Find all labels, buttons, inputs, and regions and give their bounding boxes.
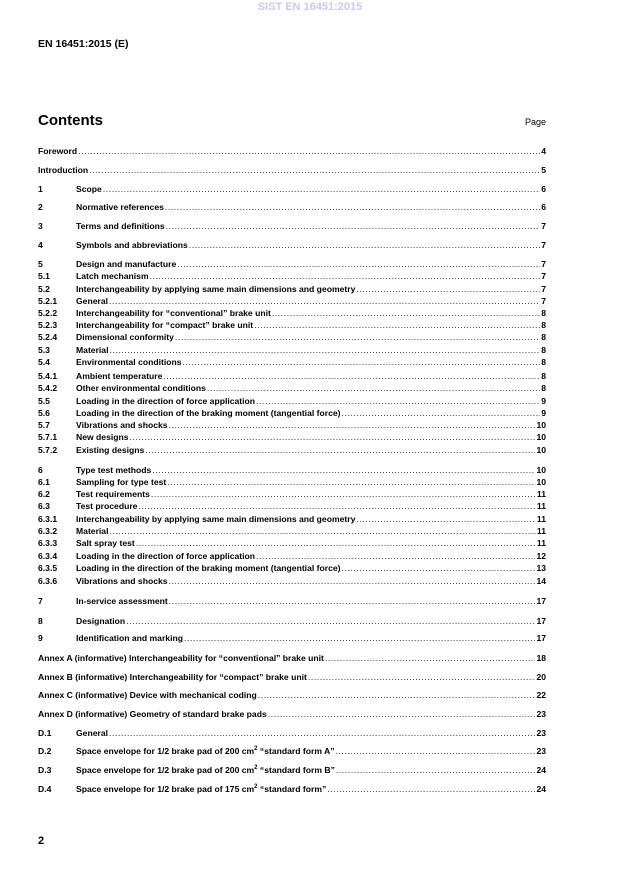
dot-leader <box>175 332 540 343</box>
toc-entry[interactable] <box>38 320 546 331</box>
toc-entry-number: 7 <box>38 596 43 606</box>
toc-entry-title-text: Identification and marking <box>76 633 183 643</box>
toc-entry-title-text: Other environmental conditions <box>76 383 206 393</box>
toc-entry-number: 9 <box>38 633 43 643</box>
toc-entry-title-text: Terms and definitions <box>76 221 165 231</box>
toc-entry-page: 11 <box>536 514 546 524</box>
toc-entry-title <box>76 633 183 644</box>
dot-leader <box>169 420 536 431</box>
toc-entry[interactable] <box>38 728 546 739</box>
toc-entry-number: 5.4.2 <box>38 383 58 393</box>
toc-entry-title-text: Vibrations and shocks <box>76 576 168 586</box>
toc-entry-number: 5.2.3 <box>38 320 58 330</box>
toc-entry-title <box>76 526 108 537</box>
toc-entry-number: D.2 <box>38 746 52 756</box>
toc-entry-page: 11 <box>536 501 546 511</box>
toc-entry-title <box>38 165 88 176</box>
toc-entry-number: 5.7.1 <box>38 432 58 442</box>
toc-entry-number: 5.7 <box>38 420 50 430</box>
toc-entry-title <box>76 296 108 307</box>
toc-entry[interactable] <box>38 396 546 407</box>
toc-entry-title-text: Latch mechanism <box>76 271 149 281</box>
toc-entry[interactable] <box>38 477 546 488</box>
dot-leader <box>78 146 540 157</box>
toc-entry[interactable] <box>38 332 546 343</box>
toc-entry[interactable] <box>38 271 546 282</box>
dot-leader <box>169 576 536 587</box>
dot-leader <box>327 784 535 795</box>
toc-entry-title <box>38 146 77 157</box>
dot-leader <box>166 221 541 232</box>
toc-entry-page: 4 <box>541 146 546 156</box>
toc-entry-title-text: Type test methods <box>76 465 152 475</box>
toc-entry-title <box>76 332 174 343</box>
toc-entry-title <box>76 465 151 476</box>
toc-entry-page: 8 <box>541 308 546 318</box>
superscript: 2 <box>254 746 258 752</box>
dot-leader <box>151 489 536 500</box>
toc-entry-number: 5.2.2 <box>38 308 58 318</box>
toc-entry-page: 13 <box>536 563 546 573</box>
dot-leader <box>169 596 536 607</box>
toc-entry-page: 12 <box>536 551 546 561</box>
toc-entry-title-text: Annex D (informative) Geometry of standard brake pads <box>38 709 267 719</box>
toc-entry-number: 6.3.1 <box>38 514 58 524</box>
toc-entry[interactable] <box>38 746 546 757</box>
toc-entry-title-end: “standard form A” <box>257 746 335 756</box>
toc-entry-number: D.3 <box>38 765 52 775</box>
toc-entry-number: 5.4 <box>38 357 50 367</box>
toc-entry-title <box>76 514 355 525</box>
toc-entry-title <box>38 690 257 701</box>
toc-entry-page: 17 <box>536 616 546 626</box>
toc-entry[interactable] <box>38 653 546 664</box>
toc-entry[interactable] <box>38 221 546 232</box>
toc-entry-number: 6.3 <box>38 501 50 511</box>
toc-entry[interactable] <box>38 296 546 307</box>
toc-entry-title-text: Space envelope for 1/2 brake pad of 200 cm <box>76 765 255 775</box>
toc-entry-page: 9 <box>541 396 546 406</box>
toc-entry-title-text: Annex B (informative) Interchangeability for “compact” brake unit <box>38 672 307 682</box>
dot-leader <box>136 538 536 549</box>
toc-entry-page: 5 <box>541 165 546 175</box>
toc-entry-number: D.1 <box>38 728 52 738</box>
toc-entry[interactable] <box>38 784 546 795</box>
toc-entry-title <box>76 563 341 574</box>
toc-entry-title-text: Salt spray test <box>76 538 135 548</box>
toc-entry-title <box>76 596 168 607</box>
toc-entry-title-text: Designation <box>76 616 126 626</box>
toc-entry-title <box>76 616 125 627</box>
dot-leader <box>103 184 540 195</box>
toc-entry-number: 5.5 <box>38 396 50 406</box>
toc-entry-title-text: Space envelope for 1/2 brake pad of 200 cm <box>76 746 255 756</box>
toc-entry-page: 6 <box>541 202 546 212</box>
toc-entry-title-text: Foreword <box>38 146 78 156</box>
toc-entry-page: 10 <box>536 465 546 475</box>
toc-entry-page: 17 <box>536 596 546 606</box>
superscript: 2 <box>254 784 258 790</box>
toc-entry-title <box>76 408 341 419</box>
toc-entry-number: 6.3.5 <box>38 563 58 573</box>
toc-entry-page: 23 <box>536 746 546 756</box>
toc-entry-title <box>76 240 188 251</box>
toc-entry-page: 10 <box>536 477 546 487</box>
dot-leader <box>325 653 536 664</box>
toc-entry-title-text: Annex A (informative) Interchangeability for “conventional” brake unit <box>38 653 324 663</box>
toc-entry-page: 7 <box>541 240 546 250</box>
toc-entry[interactable] <box>38 596 546 607</box>
toc-entry-title <box>76 308 271 319</box>
toc-entry[interactable] <box>38 576 546 587</box>
toc-entry-page: 10 <box>536 445 546 455</box>
toc-entry-page: 22 <box>536 690 546 700</box>
toc-entry[interactable] <box>38 526 546 537</box>
dot-leader <box>109 345 540 356</box>
toc-entry-number: 8 <box>38 616 43 626</box>
toc-entry[interactable] <box>38 489 546 500</box>
toc-entry-title <box>76 371 162 382</box>
toc-entry-title-text: Introduction <box>38 165 89 175</box>
toc-entry-title-text: Symbols and abbreviations <box>76 240 188 250</box>
toc-entry-page: 10 <box>536 432 546 442</box>
toc-entry[interactable] <box>38 633 546 644</box>
toc-entry-title <box>76 784 326 795</box>
toc-entry-number: 6.3.6 <box>38 576 58 586</box>
dot-leader <box>126 616 535 627</box>
dot-leader <box>163 371 540 382</box>
toc-entry[interactable] <box>38 765 546 776</box>
dot-leader <box>177 259 540 270</box>
toc-entry-title <box>76 420 168 431</box>
toc-entry[interactable] <box>38 672 546 683</box>
toc-entry[interactable] <box>38 284 546 295</box>
dot-leader <box>254 320 540 331</box>
toc-entry[interactable] <box>38 308 546 319</box>
toc-entry[interactable] <box>38 501 546 512</box>
toc-entry-number: 5.2.1 <box>38 296 58 306</box>
toc-entry-page: 24 <box>536 784 546 794</box>
toc-entry-title <box>76 396 255 407</box>
toc-entry[interactable] <box>38 345 546 356</box>
dot-leader <box>342 408 541 419</box>
toc-entry[interactable] <box>38 563 546 574</box>
toc-entry-number: 6 <box>38 465 43 475</box>
superscript: 2 <box>254 765 258 771</box>
dot-leader <box>356 284 540 295</box>
toc-entry[interactable] <box>38 551 546 562</box>
toc-entry-title <box>38 653 324 664</box>
toc-entry-page: 20 <box>536 672 546 682</box>
toc-entry-number: 5 <box>38 259 43 269</box>
dot-leader <box>89 165 540 176</box>
toc-entry-number: 6.2 <box>38 489 50 499</box>
toc-entry-title-text: Interchangeability by applying same main dimensions and geometry <box>76 284 356 294</box>
dot-leader <box>109 526 535 537</box>
toc-entry-page: 7 <box>541 271 546 281</box>
toc-entry-title <box>76 445 144 456</box>
toc-entry-title-text: Annex C (informative) Device with mechanical coding <box>38 690 257 700</box>
toc-entry-number: 5.6 <box>38 408 50 418</box>
toc-entry-page: 17 <box>536 633 546 643</box>
toc-entry-title-text: Environmental conditions <box>76 357 182 367</box>
toc-entry-page: 8 <box>541 320 546 330</box>
toc-entry-page: 14 <box>536 576 546 586</box>
dot-leader <box>165 202 540 213</box>
toc-entry-title <box>76 477 166 488</box>
toc-entry-title-text: General <box>76 296 109 306</box>
toc-entry-title <box>76 357 182 368</box>
toc-entry-title-text: Space envelope for 1/2 brake pad of 175 cm <box>76 784 255 794</box>
toc-entry-title-text: Normative references <box>76 202 164 212</box>
toc-entry-title <box>76 489 150 500</box>
toc-entry-page: 11 <box>536 538 546 548</box>
toc-entry-title-text: Loading in the direction of force application <box>76 396 256 406</box>
dot-leader <box>256 396 540 407</box>
toc-entry-title-end: “standard form B” <box>257 765 335 775</box>
dot-leader <box>109 728 535 739</box>
dot-leader <box>150 271 541 282</box>
toc-entry[interactable] <box>38 514 546 525</box>
toc-entry[interactable] <box>38 709 546 720</box>
toc-entry-title <box>76 576 168 587</box>
toc-entry-page: 7 <box>541 259 546 269</box>
toc-entry[interactable] <box>38 383 546 394</box>
toc-entry[interactable] <box>38 538 546 549</box>
toc-entry-title <box>76 320 253 331</box>
toc-entry[interactable] <box>38 240 546 251</box>
toc-entry-title <box>76 538 135 549</box>
toc-entry-title <box>76 501 137 512</box>
page-column-header: Page <box>524 117 546 127</box>
toc-entry-number: 5.2.4 <box>38 332 58 342</box>
dot-leader <box>258 690 536 701</box>
toc-entry-page: 8 <box>541 332 546 342</box>
toc-entry-page: 9 <box>541 408 546 418</box>
dot-leader <box>189 240 540 251</box>
toc-entry-page: 23 <box>536 709 546 719</box>
toc-entry-title <box>38 709 267 720</box>
toc-entry[interactable] <box>38 445 546 456</box>
dot-leader <box>336 765 536 776</box>
toc-entry-page: 8 <box>541 345 546 355</box>
toc-entry-title-text: Dimensional conformity <box>76 332 174 342</box>
toc-entry-title-text: Material <box>76 345 109 355</box>
toc-entry-page: 8 <box>541 371 546 381</box>
toc-entry[interactable] <box>38 357 546 368</box>
toc-entry-title-text: Existing designs <box>76 445 145 455</box>
toc-entry[interactable] <box>38 184 546 195</box>
toc-entry-title-text: New designs <box>76 432 129 442</box>
toc-entry-title-text: Test procedure <box>76 501 138 511</box>
toc-entry-page: 18 <box>536 653 546 663</box>
toc-entry-number: 1 <box>38 184 43 194</box>
toc-entry-title <box>38 672 307 683</box>
toc-entry-number: 5.4.1 <box>38 371 58 381</box>
dot-leader <box>184 633 535 644</box>
toc-entry-page: 8 <box>541 357 546 367</box>
toc-entry-title-text: Interchangeability by applying same main dimensions and geometry <box>76 514 356 524</box>
toc-entry-page: 24 <box>536 765 546 775</box>
toc-entry-number: 2 <box>38 202 43 212</box>
dot-leader <box>145 445 535 456</box>
toc-entry-title-text: Interchangeability for “conventional” brake unit <box>76 308 271 318</box>
toc-entry-number: 5.7.2 <box>38 445 58 455</box>
toc-entry[interactable] <box>38 465 546 476</box>
dot-leader <box>256 551 535 562</box>
toc-entry-number: D.4 <box>38 784 52 794</box>
dot-leader <box>183 357 541 368</box>
toc-entry-page: 8 <box>541 383 546 393</box>
toc-entry-page: 7 <box>541 221 546 231</box>
contents-heading: Contents <box>38 112 103 129</box>
toc-entry[interactable] <box>38 420 546 431</box>
toc-entry-page: 6 <box>541 184 546 194</box>
dot-leader <box>342 563 536 574</box>
toc-entry[interactable] <box>38 259 546 270</box>
toc-entry-title-text: Loading in the direction of force application <box>76 551 256 561</box>
toc-entry-title <box>76 221 165 232</box>
toc-entry-number: 6.3.4 <box>38 551 58 561</box>
toc-entry-title-text: Material <box>76 526 109 536</box>
toc-entry[interactable] <box>38 690 546 701</box>
toc-entry-page: 7 <box>541 284 546 294</box>
toc-entry[interactable] <box>38 432 546 443</box>
toc-entry[interactable] <box>38 146 546 157</box>
toc-entry-number: 4 <box>38 240 43 250</box>
dot-leader <box>336 746 536 757</box>
dot-leader <box>130 432 536 443</box>
toc-entry-title <box>76 432 129 443</box>
document-id: EN 16451:2015 (E) <box>38 38 129 50</box>
toc-entry-title <box>76 271 149 282</box>
toc-entry-number: 3 <box>38 221 43 231</box>
toc-entry-title-text: Sampling for type test <box>76 477 167 487</box>
toc-entry-page: 23 <box>536 728 546 738</box>
toc-entry-title-text: Test requirements <box>76 489 150 499</box>
dot-leader <box>272 308 540 319</box>
toc-entry-title-text: In-service assessment <box>76 596 168 606</box>
toc-entry-title-text: Design and manufacture <box>76 259 177 269</box>
toc-entry-page: 7 <box>541 296 546 306</box>
toc-entry-number: 6.1 <box>38 477 50 487</box>
toc-entry-title-text: Vibrations and shocks <box>76 420 168 430</box>
toc-entry-title-text: Scope <box>76 184 102 194</box>
dot-leader <box>167 477 535 488</box>
toc-entry-title-end: “standard form” <box>257 784 327 794</box>
toc-entry-title-text: Ambient temperature <box>76 371 163 381</box>
toc-entry[interactable] <box>38 408 546 419</box>
toc-entry-title <box>76 284 355 295</box>
toc-entry-number: 6.3.2 <box>38 526 58 536</box>
dot-leader <box>308 672 536 683</box>
toc-entry-title <box>76 746 335 757</box>
dot-leader <box>138 501 535 512</box>
toc-entry-number: 5.2 <box>38 284 50 294</box>
toc-entry-page: 11 <box>536 526 546 536</box>
dot-leader <box>268 709 536 720</box>
toc-entry-title <box>76 765 335 776</box>
toc-entry-title <box>76 728 108 739</box>
toc-entry-title <box>76 259 176 270</box>
toc-entry-page: 10 <box>536 420 546 430</box>
toc-entry[interactable] <box>38 616 546 627</box>
dot-leader <box>109 296 540 307</box>
toc-entry-number: 5.3 <box>38 345 50 355</box>
toc-entry-title-text: Interchangeability for “compact” brake unit <box>76 320 254 330</box>
toc-entry-title <box>76 345 108 356</box>
toc-entry-title <box>76 184 102 195</box>
watermark: SIST EN 16451:2015 <box>257 1 363 13</box>
toc-entry[interactable] <box>38 371 546 382</box>
toc-entry-number: 6.3.3 <box>38 538 58 548</box>
toc-entry[interactable] <box>38 202 546 213</box>
dot-leader <box>152 465 535 476</box>
dot-leader <box>356 514 536 525</box>
dot-leader <box>207 383 540 394</box>
toc-entry-title-text: Loading in the direction of the braking moment (tangential force) <box>76 563 341 573</box>
toc-entry-number: 5.1 <box>38 271 50 281</box>
toc-entry-title-text: General <box>76 728 109 738</box>
toc-entry-title-text: Loading in the direction of the braking moment (tangential force) <box>76 408 341 418</box>
toc-entry-page: 11 <box>536 489 546 499</box>
toc-entry-title <box>76 551 255 562</box>
toc-entry-title <box>76 383 206 394</box>
toc-entry-title <box>76 202 164 213</box>
page-number: 2 <box>38 835 45 847</box>
toc-entry[interactable] <box>38 165 546 176</box>
